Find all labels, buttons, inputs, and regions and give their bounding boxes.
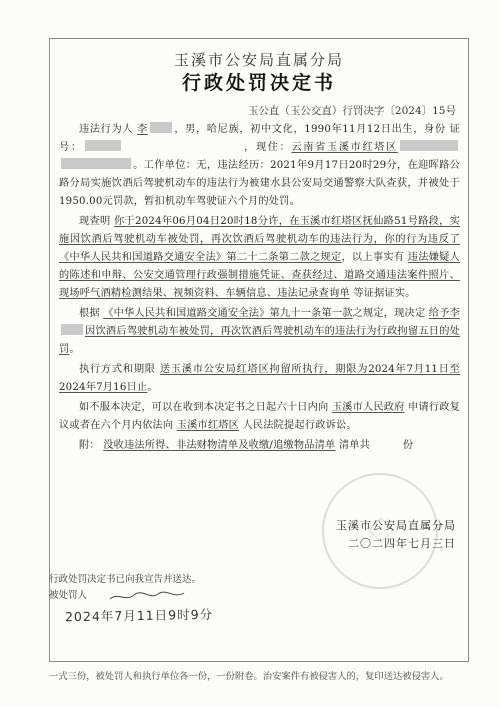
redaction-block: [400, 140, 458, 151]
penalty-text: 给予李因饮酒后驾驶机动车被处罚，再次饮酒后驾驶机动车的违法行为行政拘留五日的处罚: [59, 308, 460, 355]
attachment-items: 没收违法所得、非法财物清单及收缴/追缴物品清单: [103, 440, 336, 451]
handwritten-date: 2024年7月11日9时9分: [64, 606, 214, 625]
offender-paragraph: 违法行为人 李 ，男，哈尼族，初中文化，1990年11月12日出生，身份 证号： ，现住：云南省玉溪市红塔区。工作单位：无，违法经历：2021年9月17日20时29分，在迎晖路公路分局实施饮酒后驾驶机动车的违法行为被建水县公安局交通警察大队查获，并被处于1950.00元罚款，暂扣机动车驾驶证六个月的处罚。: [59, 124, 461, 207]
appeal-government: 玉溪市人民政府: [331, 402, 405, 413]
redaction-block: [61, 324, 83, 335]
signing-date: 二〇二四年七月三日: [348, 537, 456, 550]
legal-basis: 《中华人民共和国道路交通安全法》第九十一条第一款: [103, 308, 353, 319]
id-number-redacted: [83, 142, 243, 153]
evidence-list: 违法嫌疑人的陈述和申辩、公安交通管理行政强制措施凭证、查获经过、道路交通违法案件照片、现场呼气酒精检测结果、视频资料、车辆信息、违法记录查询单: [59, 252, 460, 299]
document-frame: [49, 38, 469, 662]
offender-name: 李: [137, 124, 174, 135]
redaction-block: [150, 122, 172, 133]
attachment-paragraph: 附： 没收违法所得、非法财物清单及收缴/追缴物品清单 清单共 份: [79, 440, 414, 451]
appeal-paragraph: 如不服本决定，可以在收到本决定书之日起六十日内向 玉溪市人民政府 申请行政复议或者在六个月内依法向 玉溪市红塔区 人民法院提起行政诉讼。: [59, 402, 460, 431]
agency-title: 玉溪市公安局直属分局: [173, 51, 344, 69]
execution-text: 送玉溪市公安局红塔区拘留所执行，期限为2024年7月11日至2024年7月16日止: [59, 364, 460, 393]
decision-paragraph: 根据 《中华人民共和国道路交通安全法》第九十一条第一款之规定，现决定 给予李因饮酒后驾驶机动车被处罚，再次饮酒后驾驶机动车的违法行为行政拘留五日的处罚。: [59, 308, 460, 355]
appeal-court: 玉溪市红塔区: [176, 420, 240, 431]
document-body: [59, 121, 460, 457]
signature-block: [336, 517, 456, 553]
receipt-statement: 行政处罚决定书已向我宣告并送达。: [49, 574, 202, 585]
facts-text: 你于2024年06月04日20时18分许，在玉溪市红塔区抚仙路51号路段，实施因饮酒后驾驶机动车被处罚，再次饮酒后驾驶机动车的违法行为，你的行为违反了《中华人民共和国道路交通安全法》第二十二条第二款之规定: [59, 216, 460, 263]
execution-paragraph: 执行方式和期限 送玉溪市公安局红塔区拘留所执行，期限为2024年7月11日至2024年7月16日止。: [59, 364, 460, 393]
document-type-title: 行政处罚决定书: [181, 72, 336, 94]
signing-agency: 玉溪市公安局直属分局: [336, 519, 456, 532]
signature-scribble: [108, 590, 186, 602]
facts-paragraph: 现查明 你于2024年06月04日20时18分许，在玉溪市红塔区抚仙路51号路段，实施因饮酒后驾驶机动车被处罚，再次饮酒后驾驶机动车的违法行为，你的行为违反了《中华人民共和国道路交通安全法》第二十二条第二款之规定，以上事实有 违法嫌疑人的陈述和申辩、公安交通管理行政强制措施凭证、查获经过、道路交通违法案件照片、现场呼气酒精检测结果、视频资料、车辆信息、违法记录查询单 等证据证实。: [59, 216, 460, 299]
redaction-block: [61, 158, 131, 169]
residence: 云南省玉溪市红塔区: [291, 142, 460, 153]
footer-note: 一式三份，被处罚人和执行单位各一份，一份附卷。治安案件有被侵害人的，复印送达被侵害人。: [49, 671, 449, 682]
receipt-recipient-label: 被处罚人: [49, 590, 88, 601]
document-number: 玉公直（玉公交直）行罚决字〔2024〕15号: [247, 105, 456, 117]
redaction-block: [85, 140, 121, 151]
